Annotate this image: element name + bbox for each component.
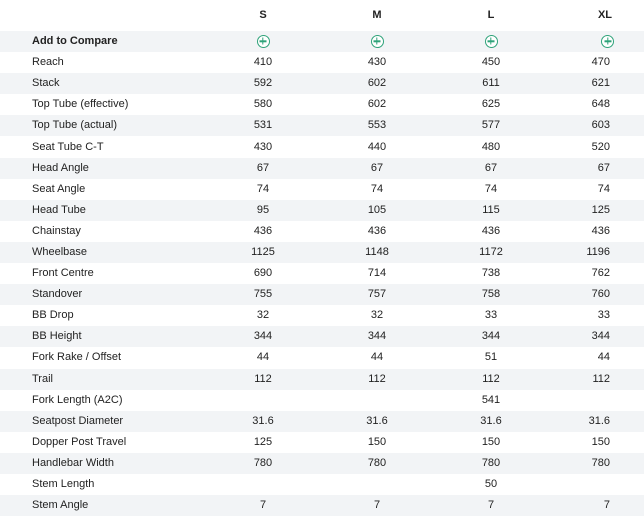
value-cell-m: 430 — [320, 52, 434, 73]
row-label: Top Tube (actual) — [0, 115, 206, 136]
table-row — [0, 242, 644, 263]
value-cell-m — [320, 474, 434, 495]
size-header-row — [0, 0, 644, 31]
row-label: Stem Angle — [0, 495, 206, 516]
value-cell-xl: 44 — [548, 347, 644, 368]
value-cell-l: 33 — [434, 305, 548, 326]
value-cell-s: 74 — [206, 179, 320, 200]
value-cell-xl: 67 — [548, 158, 644, 179]
table-row — [0, 347, 644, 368]
value-cell-s: 32 — [206, 305, 320, 326]
value-cell-l: 7 — [434, 495, 548, 516]
value-cell-l: 115 — [434, 200, 548, 221]
value-cell-m: 553 — [320, 115, 434, 136]
size-header-l: L — [487, 9, 495, 21]
value-cell-l: 625 — [434, 94, 548, 115]
value-cell-l: 67 — [434, 158, 548, 179]
value-cell-s: 430 — [206, 136, 320, 157]
value-cell-xl: 125 — [548, 200, 644, 221]
value-cell-m: 105 — [320, 200, 434, 221]
value-cell-l: 1172 — [434, 242, 548, 263]
value-cell-l: 450 — [434, 52, 548, 73]
value-cell-l: 150 — [434, 432, 548, 453]
table-row — [0, 495, 644, 516]
value-cell-m: 150 — [320, 432, 434, 453]
value-cell-l: 611 — [434, 73, 548, 94]
value-cell-xl: 762 — [548, 263, 644, 284]
value-cell-xl: 344 — [548, 326, 644, 347]
size-header-s: S — [259, 9, 267, 21]
row-label: Dopper Post Travel — [0, 432, 206, 453]
value-cell-m: 67 — [320, 158, 434, 179]
value-cell-l: 541 — [434, 390, 548, 411]
value-cell-m: 32 — [320, 305, 434, 326]
value-cell-m: 44 — [320, 347, 434, 368]
value-cell-l: 74 — [434, 179, 548, 200]
value-cell-l: 436 — [434, 221, 548, 242]
value-cell-s: 592 — [206, 73, 320, 94]
row-label: Standover — [0, 284, 206, 305]
geometry-table-body — [0, 31, 644, 516]
value-cell-xl: 33 — [548, 305, 644, 326]
value-cell-s: 531 — [206, 115, 320, 136]
value-cell-xl: 7 — [548, 495, 644, 516]
table-row — [0, 115, 644, 136]
row-label: BB Height — [0, 326, 206, 347]
add-to-compare-label: Add to Compare — [0, 31, 206, 52]
row-label: Stem Length — [0, 474, 206, 495]
table-row — [0, 369, 644, 390]
value-cell-s: 67 — [206, 158, 320, 179]
row-label: Seat Angle — [0, 179, 206, 200]
row-label: Wheelbase — [0, 242, 206, 263]
value-cell-m: 757 — [320, 284, 434, 305]
value-cell-s: 44 — [206, 347, 320, 368]
row-label: Seat Tube C-T — [0, 136, 206, 157]
value-cell-s: 31.6 — [206, 411, 320, 432]
value-cell-s: 125 — [206, 432, 320, 453]
value-cell-s: 690 — [206, 263, 320, 284]
value-cell-l: 577 — [434, 115, 548, 136]
table-row — [0, 158, 644, 179]
table-row — [0, 432, 644, 453]
value-cell-s — [206, 390, 320, 411]
add-to-compare-row — [0, 31, 644, 52]
table-row — [0, 73, 644, 94]
value-cell-m: 31.6 — [320, 411, 434, 432]
table-row — [0, 263, 644, 284]
value-cell-s — [206, 474, 320, 495]
value-cell-l: 51 — [434, 347, 548, 368]
value-cell-s: 1125 — [206, 242, 320, 263]
value-cell-m: 780 — [320, 453, 434, 474]
value-cell-xl: 1196 — [548, 242, 644, 263]
value-cell-s: 112 — [206, 369, 320, 390]
size-header-xl: XL — [597, 9, 612, 21]
table-row — [0, 94, 644, 115]
table-row — [0, 474, 644, 495]
row-label: Fork Length (A2C) — [0, 390, 206, 411]
value-cell-xl: 603 — [548, 115, 644, 136]
table-row — [0, 221, 644, 242]
value-cell-s: 7 — [206, 495, 320, 516]
value-cell-m: 440 — [320, 136, 434, 157]
value-cell-xl — [548, 474, 644, 495]
value-cell-s: 780 — [206, 453, 320, 474]
value-cell-m: 7 — [320, 495, 434, 516]
value-cell-s: 410 — [206, 52, 320, 73]
value-cell-m: 714 — [320, 263, 434, 284]
value-cell-xl: 520 — [548, 136, 644, 157]
table-row — [0, 52, 644, 73]
value-cell-l: 112 — [434, 369, 548, 390]
value-cell-xl: 648 — [548, 94, 644, 115]
value-cell-xl: 470 — [548, 52, 644, 73]
value-cell-m: 344 — [320, 326, 434, 347]
row-label: Top Tube (effective) — [0, 94, 206, 115]
value-cell-l: 50 — [434, 474, 548, 495]
value-cell-l: 780 — [434, 453, 548, 474]
value-cell-s: 580 — [206, 94, 320, 115]
table-row — [0, 179, 644, 200]
value-cell-l: 758 — [434, 284, 548, 305]
value-cell-s: 95 — [206, 200, 320, 221]
add-compare-xl-plus-circle-icon[interactable] — [601, 35, 614, 48]
value-cell-s: 755 — [206, 284, 320, 305]
table-row — [0, 390, 644, 411]
add-compare-s-plus-circle-icon[interactable] — [257, 35, 270, 48]
value-cell-l: 738 — [434, 263, 548, 284]
value-cell-xl — [548, 390, 644, 411]
value-cell-m: 1148 — [320, 242, 434, 263]
value-cell-m: 112 — [320, 369, 434, 390]
value-cell-xl: 760 — [548, 284, 644, 305]
value-cell-xl: 436 — [548, 221, 644, 242]
header-label-cell — [0, 0, 206, 31]
table-row — [0, 284, 644, 305]
value-cell-l: 344 — [434, 326, 548, 347]
value-cell-l: 480 — [434, 136, 548, 157]
row-label: Fork Rake / Offset — [0, 347, 206, 368]
table-row — [0, 200, 644, 221]
row-label: Head Tube — [0, 200, 206, 221]
value-cell-m: 602 — [320, 94, 434, 115]
row-label: BB Drop — [0, 305, 206, 326]
row-label: Stack — [0, 73, 206, 94]
row-label: Seatpost Diameter — [0, 411, 206, 432]
geometry-table-header — [0, 0, 644, 31]
table-row — [0, 453, 644, 474]
add-compare-m-plus-circle-icon[interactable] — [371, 35, 384, 48]
value-cell-xl: 780 — [548, 453, 644, 474]
value-cell-m — [320, 390, 434, 411]
row-label: Front Centre — [0, 263, 206, 284]
value-cell-xl: 112 — [548, 369, 644, 390]
value-cell-xl: 31.6 — [548, 411, 644, 432]
value-cell-l: 31.6 — [434, 411, 548, 432]
table-row — [0, 305, 644, 326]
row-label: Handlebar Width — [0, 453, 206, 474]
value-cell-xl: 150 — [548, 432, 644, 453]
value-cell-m: 74 — [320, 179, 434, 200]
add-compare-l-plus-circle-icon[interactable] — [485, 35, 498, 48]
value-cell-m: 602 — [320, 73, 434, 94]
table-row — [0, 411, 644, 432]
row-label: Chainstay — [0, 221, 206, 242]
value-cell-s: 344 — [206, 326, 320, 347]
row-label: Head Angle — [0, 158, 206, 179]
row-label: Reach — [0, 52, 206, 73]
size-header-m: M — [372, 9, 382, 21]
table-row — [0, 136, 644, 157]
row-label: Trail — [0, 369, 206, 390]
value-cell-m: 436 — [320, 221, 434, 242]
table-row — [0, 326, 644, 347]
value-cell-xl: 74 — [548, 179, 644, 200]
value-cell-s: 436 — [206, 221, 320, 242]
value-cell-xl: 621 — [548, 73, 644, 94]
